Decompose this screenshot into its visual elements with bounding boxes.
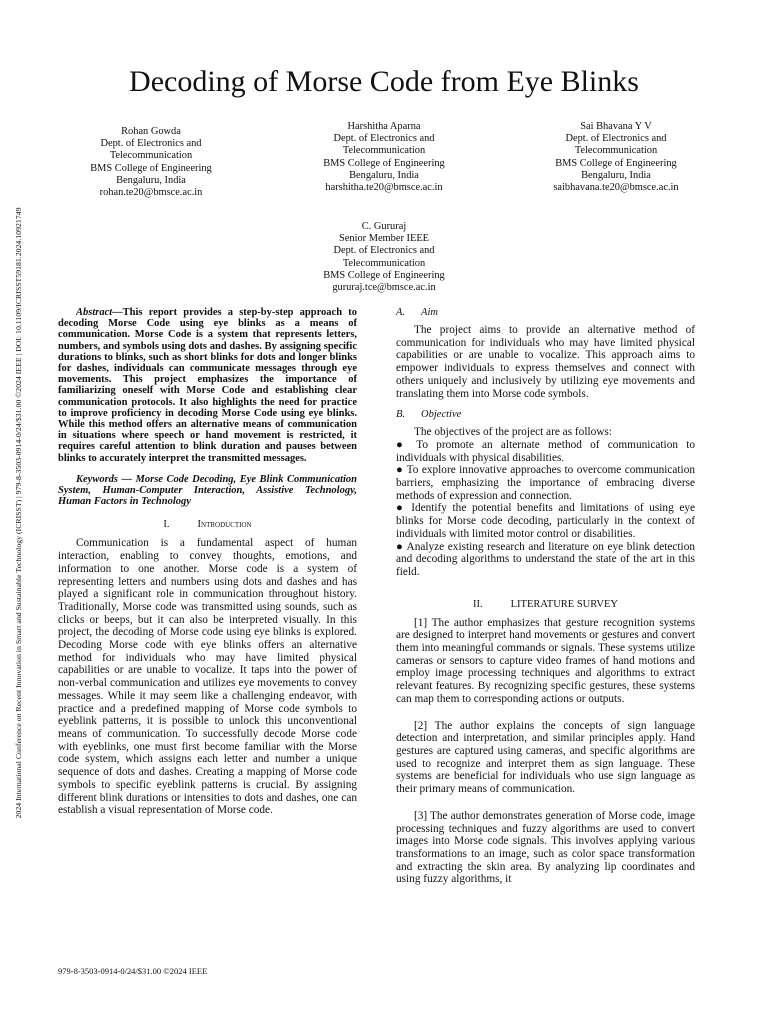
- section-title: Introduction: [197, 519, 252, 531]
- keywords-label: Keywords: [76, 473, 118, 485]
- abstract: [58, 307, 357, 464]
- author-college: BMS College of Engineering: [323, 269, 445, 281]
- introduction-paragraph: Communication is a fundamental aspect of human interaction, enabling to convey thoughts, emotions, and information to one another. Morse code is a system of representing letters and numbers using dots and dashes and has played a significant role in communication throughout history. Traditionally, Morse code was transmitted using sounds, such as clicks or beeps, but it can also be interpreted visually. In this project, the decoding of Morse code using eye blinks is explored. Decoding Morse code with eye blinks offers an alternative method for individuals who may have limited physical capabilities or are unable to vocalize. It taps into the power of non-verbal communication and utilizes eye movements to convey messages. While it may seem like a challenging endeavor, with practice and a predefined mapping of Morse code symbols to eyeblink patterns, it is possible to unlock this unconventional means of communication. To successfully decode Morse code with eyeblinks, one must first become familiar with the Morse code system, which assigns each letter and number a unique sequence of dots and dashes. Creating a mapping of Morse code symbols to specific eyeblink patterns is crucial. By assigning different blink durations or intensities to dots and dashes, one can establish a visual representation of Morse code.: [58, 537, 357, 817]
- author-city: Bengaluru, India: [116, 174, 186, 186]
- abstract-label: Abstract: [76, 307, 113, 318]
- left-column: [58, 307, 357, 817]
- author-block-3: [530, 121, 702, 194]
- objective-intro: The objectives of the project are as follows:: [414, 426, 612, 439]
- keywords: [58, 474, 357, 508]
- objective-bullet: ● Analyze existing research and literature on eye blink detection and decoding algorithms to understand the state of the art in this field.: [396, 540, 695, 578]
- author-dept-cont: Telecommunication: [342, 257, 426, 269]
- author-block-2: [298, 121, 470, 194]
- author-dept-cont: Telecommunication: [342, 145, 426, 157]
- section-number: II.: [473, 598, 483, 610]
- objective-bullet: ● Identify the potential benefits and limitations of using eye blinks for Morse code decoding, particularly in the context of individuals with limited motor control or disabilities.: [396, 502, 695, 540]
- right-column: [396, 307, 695, 886]
- author-dept: Dept. of Electronics and: [565, 133, 667, 145]
- author-city: Bengaluru, India: [581, 169, 651, 181]
- author-email: gururaj.tce@bmsce.ac.in: [332, 282, 436, 294]
- conference-side-note: [9, 130, 29, 896]
- author-college: BMS College of Engineering: [323, 157, 445, 169]
- author-name: Sai Bhavana Y V: [580, 121, 652, 132]
- objective-bullet: ● To explore innovative approaches to overcome communication barriers, emphasizing the importance of embracing diverse methods of expression and connection.: [396, 464, 695, 502]
- author-email: rohan.te20@bmsce.ac.in: [99, 187, 203, 199]
- section-heading-introduction: [58, 519, 357, 531]
- author-email: harshitha.te20@bmsce.ac.in: [325, 182, 443, 194]
- author-dept: Dept. of Electronics and: [100, 138, 202, 150]
- keywords-text: — Morse Code Decoding, Eye Blink Communication System, Human-Computer Interaction, Assistive Technology, Human Factors in Technology: [58, 473, 357, 508]
- paper-title: Decoding of Morse Code from Eye Blinks: [129, 65, 639, 98]
- author-dept-cont: Telecommunication: [109, 150, 193, 162]
- literature-paragraph-2: [2] The author explains the concepts of sign language detection and interpretation, and similar principles apply. Hand gestures are captured using cameras, and specific algorithms are used to recognize and interpret them as sign language. These systems are beneficial for individuals who use sign language as their primary means of communication.: [396, 719, 695, 796]
- author-membership: Senior Member IEEE: [338, 233, 430, 245]
- author-block-4: [298, 221, 470, 294]
- author-name: Rohan Gowda: [121, 126, 181, 137]
- author-college: BMS College of Engineering: [555, 157, 677, 169]
- subsection-title: Objective: [421, 409, 462, 421]
- section-title: LITERATURE SURVEY: [510, 598, 618, 610]
- author-college: BMS College of Engineering: [90, 162, 212, 174]
- literature-paragraph-1: [1] The author emphasizes that gesture recognition systems are designed to interpret hand movements or gestures and convert them into meaningful commands or signals. These systems utilize cameras or sensors to capture video frames of hand motions and employ image processing techniques and algorithms to extract relevant features. By recognizing specific gestures, these systems can map them to corresponding actions or outputs.: [396, 616, 695, 705]
- objective-bullet: ● To promote an alternate method of communication to individuals with physical disabilities.: [396, 438, 695, 464]
- abstract-text: —This report provides a step-by-step approach to decoding Morse Code using eye blinks as a means of communication. Morse Code is a system that represents letters, numbers, and symbols using dots and dashes. By assigning specific durations to blinks, such as short blinks for dots and longer blinks for dashes, individuals can communicate messages through eye movements. This project emphasizes the importance of familiarizing oneself with Morse Code and establishing clear communication protocols. It also highlights the need for practice to improve proficiency in decoding Morse Code using eye blinks. While this method offers an alternative means of communication in situations where speech or hand movement is restricted, it requires careful attention to blink duration and pauses between blinks to accurately interpret the transmitted messages.: [58, 307, 357, 464]
- page-footer: 979-8-3503-0914-0/24/$31.00 ©2024 IEEE: [58, 966, 208, 976]
- subsection-title: Aim: [421, 307, 438, 318]
- author-city: Bengaluru, India: [349, 169, 419, 181]
- literature-paragraph-3: [3] The author demonstrates generation of Morse code, image processing techniques and fuzzy algorithms are used to convert images into Morse code signals. This involves applying various transformations to an image, such as color space transformation and extracting the skin area. By analyzing lip coordinates and using fuzzy algorithms, it: [396, 809, 695, 886]
- author-block-1: [66, 126, 236, 199]
- author-dept: Dept. of Electronics and: [333, 133, 435, 145]
- author-dept: Dept. of Electronics and: [333, 245, 435, 257]
- author-email: saibhavana.te20@bmsce.ac.in: [553, 182, 679, 194]
- section-number: I.: [163, 519, 170, 531]
- subsection-heading-objective: [396, 409, 695, 421]
- aim-paragraph: The project aims to provide an alternative method of communication for individuals who may have limited physical capabilities or are unable to vocalize. This approach aims to empower individuals to express themselves and connect with others uniquely and inclusively by utilizing eye movements and translating them into Morse code symbols.: [396, 324, 695, 400]
- author-name: C. Gururaj: [361, 221, 407, 232]
- author-name: Harshitha Aparna: [347, 121, 421, 132]
- subsection-letter: A.: [396, 307, 406, 318]
- subsection-letter: B.: [396, 409, 406, 421]
- author-dept-cont: Telecommunication: [574, 145, 658, 157]
- section-heading-literature: [396, 599, 695, 611]
- side-note-text: 2024 International Conference on Recent Innovation in Smart and Sustainable Technology (ICRISST) | 979-8-3503-0914-0/24/$31.00 ©2024 IEEE | DOI: 10.1109/ICRISST59181.2024.10921749: [14, 207, 23, 819]
- subsection-heading-aim: [396, 307, 695, 319]
